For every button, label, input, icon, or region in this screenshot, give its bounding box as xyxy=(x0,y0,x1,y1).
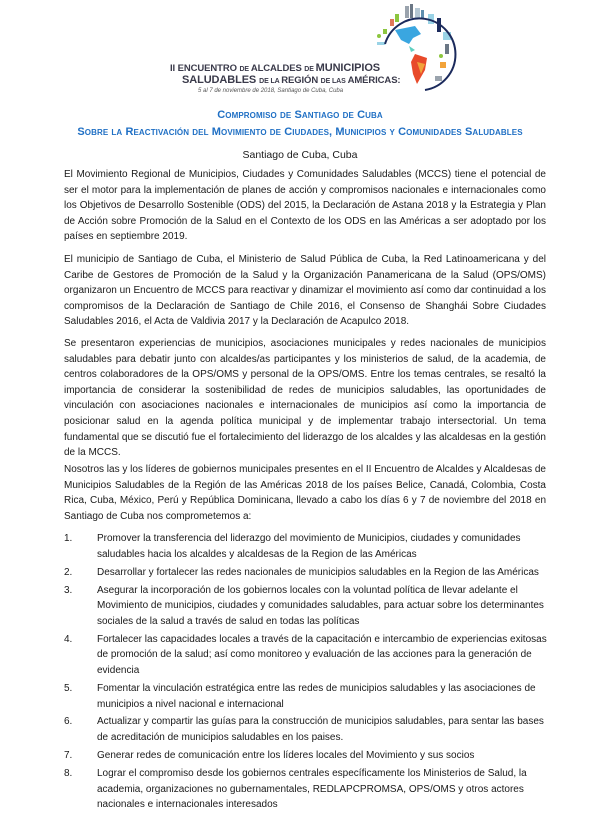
commitments-list xyxy=(64,531,550,815)
logo-text-part: AMÉRICAS: xyxy=(347,75,401,86)
list-number: 4. xyxy=(64,633,73,645)
logo-text-part: DE xyxy=(239,66,251,73)
list-text: Desarrollar y fortalecer las redes nacionales de municipios saludables en la Region de las Américas xyxy=(97,566,539,578)
list-number: 6. xyxy=(64,716,73,728)
list-item xyxy=(64,681,550,712)
logo-text-part: ALCALDES xyxy=(250,63,305,74)
list-number: 7. xyxy=(64,750,73,762)
north-america-shape xyxy=(395,26,421,44)
list-text: Promover la transferencia del liderazgo del movimiento de Municipios, ciudades y comunidades saludables hacia los alcaldes y alcaldesas de la Region de las Américas xyxy=(97,533,521,560)
list-text: Asegurar la incorporación de los gobiernos locales con la voluntad política de llevar adelante el Movimiento de municipios, ciudades y comunidades saludables, para actuar sobre los determinantes sociales de la salud a través de salud en todas las políticas xyxy=(97,584,544,627)
list-text: Generar redes de comunicación entre los líderes locales del Movimiento y sus socios xyxy=(97,750,475,762)
list-text: Actualizar y compartir las guías para la construcción de municipios saludables, para sentar las bases de acreditación de municipios saludables en los paises. xyxy=(97,716,544,744)
list-text: Fortalecer las capacidades locales a través de la capacitación e intercambio de experiencias exitosas de promoción de la salud; así como monitoreo y evaluación de las acciones para la generación de evidencia xyxy=(97,633,547,676)
list-item xyxy=(64,565,550,581)
paragraph-experiences: Se presentaron experiencias de municipios, asociaciones municipales y redes nacionales de municipios saludables para debatir junto con alcaldes/as participantes y los ministerios de salud, de la academia, de centros colaboradores de la OPS/OMS y personal de la OPS/OMS. Entre los temas centrales, se resaltó la importancia de considerar la sostenibilidad de redes de municipios saludables, las oportunidades de vinculación con asociaciones nacionales e internacionales de municipios así como la importancia de posicionar salud en la agenda política municipal y de implementar trabajo intersectorial. Un tema fundamental que se discutió fue el fortalecimiento del liderazgo de los alcaldes y las alcaldesas en la gestión de la MCCS. xyxy=(64,338,546,459)
list-item xyxy=(64,714,550,745)
list-item xyxy=(64,531,550,562)
list-item xyxy=(64,583,550,630)
logo-text-part: DE LAS xyxy=(320,78,348,85)
document-subtitle: Sobre la Reactivación del Movimiento de Ciudades, Municipios y Comunidades Saludables xyxy=(77,126,523,138)
logo-text-part: II ENCUENTRO xyxy=(170,63,240,74)
list-number: 1. xyxy=(64,533,73,544)
globe-arc xyxy=(385,18,455,90)
logo-text-part: DE xyxy=(304,66,316,73)
list-text: Lograr el compromiso desde los gobiernos centrales específicamente los Ministerios de Salud, la academia, organizaciones no gubernamentales, REDLAPCPROMSA, OPS/OMS y otros actores nacionales e internacionales interesados xyxy=(97,768,527,811)
event-logo xyxy=(170,4,500,96)
document-title: Compromiso de Santiago de Cuba xyxy=(217,109,383,121)
paragraph-commitment-intro: Nosotros las y los líderes de gobiernos municipales presentes en el II Encuentro de Alcaldes y Alcaldesas de Municipios Saludables de la Región de las Américas 2018 de los países Belice, Canadá, Colombia, Costa Rica, Cuba, México, Perú y República Dominicana, llevado a cabo los días 6 y 7 de noviembre del 2018 en Santiago de Cuba nos comprometemos a: xyxy=(64,464,546,522)
south-america-shape xyxy=(411,54,427,84)
americas-globe-icon xyxy=(365,4,465,96)
list-number: 5. xyxy=(64,682,73,694)
logo-text-part: REGIÓN xyxy=(281,75,321,86)
list-text: Fomentar la vinculación estratégica entre las redes de municipios saludables y las asociaciones de municipios a nivel nacional e internacional xyxy=(97,682,536,710)
list-number: 3. xyxy=(64,584,73,596)
logo-text-part: SALUDABLES xyxy=(182,74,260,86)
list-item xyxy=(64,766,550,813)
logo-text-part: DE LA xyxy=(259,78,282,85)
list-item xyxy=(64,632,550,679)
list-item xyxy=(64,748,550,764)
central-america-shape xyxy=(409,46,415,52)
logo-text-part: MUNICIPIOS xyxy=(315,62,381,74)
list-number: 2. xyxy=(64,566,73,578)
document-place: Santiago de Cuba, Cuba xyxy=(242,149,358,161)
logo-subtitle: 5 al 7 de noviembre de 2018, Santiago de Cuba, Cuba xyxy=(198,88,344,94)
list-number: 8. xyxy=(64,768,73,780)
paragraph-intro: El Movimiento Regional de Municipios, Ciudades y Comunidades Saludables (MCCS) tiene el potencial de ser el motor para la implementación de planes de acción y compromisos nacionales e internacionales como los Objetivos de Desarrollo Sostenible (ODS) del 2015, la Declaración de Astana 2018 y la Estrategia y Plan de Acción sobre Promoción de la Salud en el Contexto de los ODS en las Américas a ser adoptado por los países en septiembre 2019. xyxy=(64,169,546,243)
paragraph-organizers: El municipio de Santiago de Cuba, el Ministerio de Salud Pública de Cuba, la Red Latinoamericana y del Caribe de Gestores de Promoción de la Salud y la Organización Panamericana de la Salud (OPS/OMS) organizaron un Encuentro de MCCS para reactivar y dinamizar el movimiento así como dar continuidad a los compromisos de la Declaración de Santiago de Chile 2016, el Consenso de Shanghái Sobre Ciudades Saludables 2016, el Acta de Valdivia 2017 y la Declaración de Acapulco 2018. xyxy=(64,254,546,328)
logo-title-line1 xyxy=(170,62,380,74)
